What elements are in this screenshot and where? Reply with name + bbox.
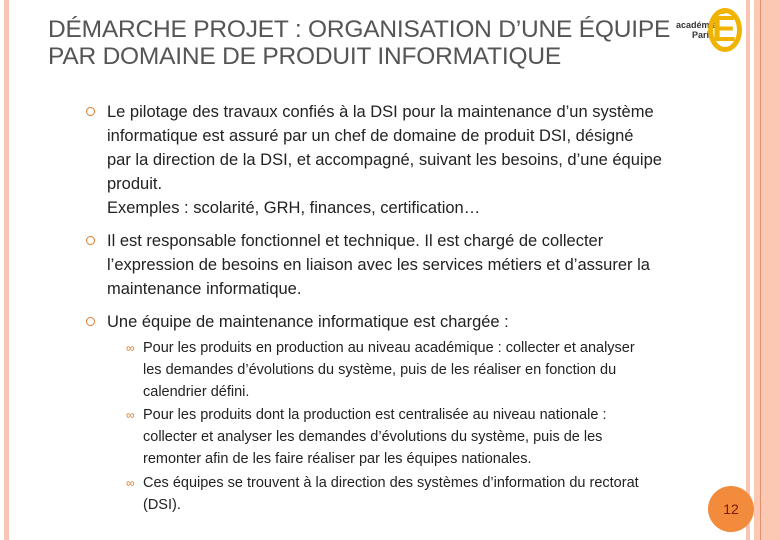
title-line-1: DÉMARCHE PROJET : ORGANISATION D’UNE ÉQUIPE: [48, 16, 671, 43]
right-border-band: [754, 0, 780, 540]
slide-title: [48, 16, 670, 70]
bullet-2-line: Il est responsable fonctionnel et technique. Il est chargé de collecter: [107, 232, 604, 250]
right-border-line: [760, 0, 761, 540]
bullet-1-line: informatique est assuré par un chef de domaine de produit DSI, désigné: [107, 127, 634, 145]
sub-bullet-3: [126, 472, 639, 516]
sub-bullet-1-line: Pour les produits en production au niveau académique : collecter et analyser: [143, 340, 635, 356]
page-number-badge: 12: [708, 486, 754, 532]
swirl-bullet-icon: ∞: [126, 476, 135, 490]
sub-bullet-1-line: calendrier défini.: [143, 384, 250, 400]
bullet-1-line: Le pilotage des travaux confiés à la DSI pour la maintenance d’un système: [107, 103, 654, 121]
sub-bullet-1: [126, 337, 635, 403]
bullet-2-line: l’expression de besoins en liaison avec les services métiers et d’assurer la: [107, 256, 650, 274]
sub-bullet-2-line: Pour les produits dont la production est centralisée au niveau nationale :: [143, 407, 607, 423]
bullet-2-line: maintenance informatique.: [107, 280, 302, 298]
logo-text-line1: académie: [676, 20, 718, 30]
circle-bullet-icon: [86, 317, 95, 326]
bullet-1-line: Exemples : scolarité, GRH, finances, certification…: [107, 199, 481, 217]
right-border-stripe: [746, 0, 750, 540]
sub-bullet-3-line: (DSI).: [143, 497, 181, 513]
bullet-3-line: Une équipe de maintenance informatique est chargée :: [107, 313, 509, 331]
sub-bullet-1-line: les demandes d’évolutions du système, puis de les réaliser en fonction du: [143, 362, 617, 378]
bullet-1-line: produit.: [107, 175, 163, 193]
title-line-2: PAR DOMAINE DE PRODUIT INFORMATIQUE: [48, 43, 561, 70]
logo-text-line2: Paris: [691, 30, 714, 40]
circle-bullet-icon: [86, 236, 95, 245]
sub-bullet-2-line: remonter afin de les faire réaliser par les équipes nationales.: [143, 451, 532, 467]
circle-bullet-icon: [86, 107, 95, 116]
academie-paris-logo: [674, 4, 746, 56]
bullet-1-line: par la direction de la DSI, et accompagné, suivant les besoins, d’une équipe: [107, 151, 662, 169]
sub-bullet-2: [126, 404, 607, 470]
swirl-bullet-icon: ∞: [126, 408, 135, 422]
sub-bullet-2-line: collecter et analyser les demandes d’évolutions du système, puis de les: [143, 429, 603, 445]
logo-letter: É: [712, 8, 737, 49]
swirl-bullet-icon: ∞: [126, 341, 135, 355]
sub-bullet-3-line: Ces équipes se trouvent à la direction des systèmes d’information du rectorat: [143, 475, 639, 491]
left-border-stripe: [4, 0, 9, 540]
